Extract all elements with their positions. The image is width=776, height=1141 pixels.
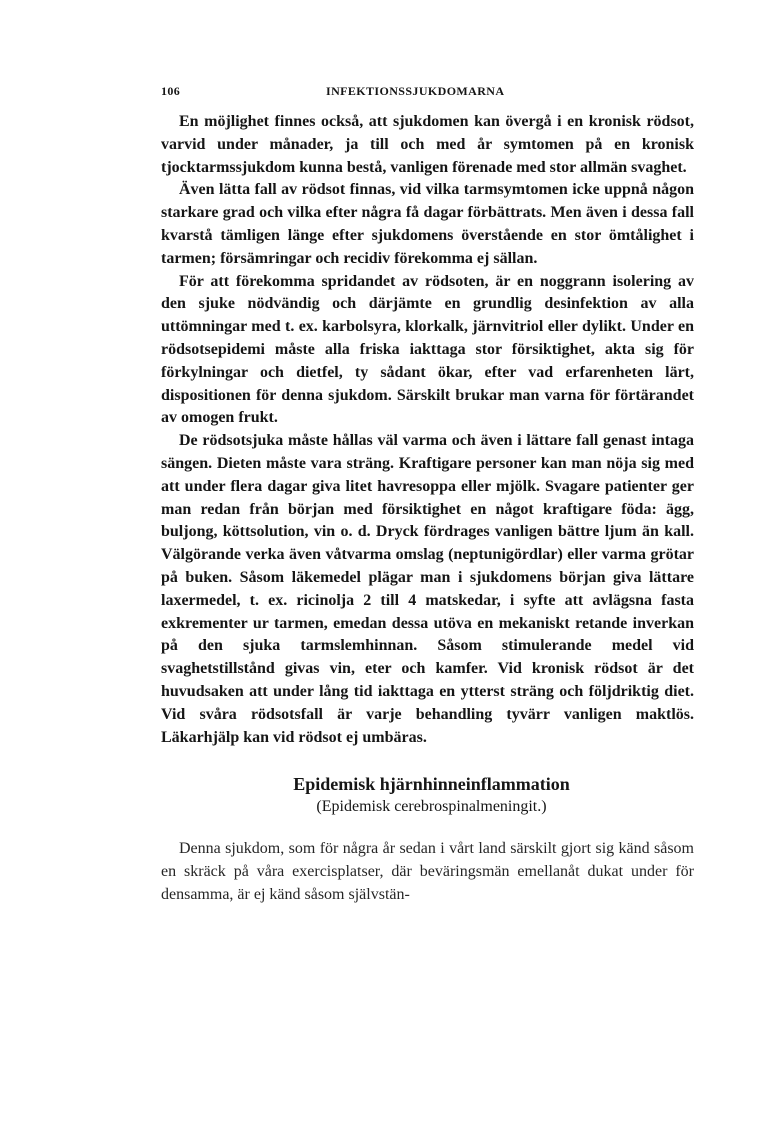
paragraph: En möjlighet finnes också, att sjukdomen kan övergå i en kronisk rödsot, varvid under månader, ja till och med år symtomen på en kronisk tjocktarmssjukdom kunna bestå, vanligen förenade med stor allmän svaghet. bbox=[161, 113, 694, 176]
paragraph: Även lätta fall av rödsot finnas, vid vilka tarmsymtomen icke uppnå någon starkare grad och vilka efter några få dagar förbättrats. Men även i dessa fall kvarstå tämligen länge efter sjukdomens överstående en stor ömtålighet i tarmen; försämringar och recidiv förekomma ej sällan. bbox=[161, 181, 694, 267]
book-page bbox=[161, 84, 694, 907]
paragraph: Denna sjukdom, som för några år sedan i vårt land särskilt gjort sig känd såsom en skräck på våra exercisplatser, där beväringsmän emellanåt dukat under för densamma, är ej känd såsom självstän- bbox=[161, 840, 694, 903]
page-number: 106 bbox=[161, 84, 181, 98]
body-text bbox=[161, 111, 694, 749]
section-subtitle: (Epidemisk cerebrospinalmeningit.) bbox=[316, 798, 547, 816]
running-head: INFEKTIONSSJUKDOMARNA bbox=[326, 84, 505, 98]
page-header bbox=[161, 84, 694, 104]
paragraph: För att förekomma spridandet av rödsoten, är en noggrann isolering av den sjuke nödvändig och därjämte en grundlig desinfektion av alla uttömningar med t. ex. karbolsyra, klorkalk, järnvitriol eller dylikt. Under en rödsotsepidemi måste alla friska iakttaga stor försiktighet, akta sig för förkylningar och dietfel, ty sådant ökar, efter vad erfarenheten lärt, dispositionen för denna sjukdom. Särskilt brukar man varna för förtärandet av omogen frukt. bbox=[161, 272, 694, 427]
section-body-text bbox=[161, 838, 694, 906]
section-title: Epidemisk hjärnhinneinflammation bbox=[293, 774, 570, 795]
paragraph: De rödsotsjuka måste hållas väl varma och även i lättare fall genast intaga sängen. Dieten måste vara sträng. Kraftigare personer kan man nöja sig med att under flera dagar giva litet havresoppa eller mjölk. Svagare patienter ger man redan från början med försiktighet en något kraftigare föda: ägg, buljong, köttsolution, vin o. d. Dryck fördrages vanligen bättre ljum än kall. Välgörande verka även våtvarma omslag (neptunigördlar) eller varma grötar på buken. Såsom läkemedel plägar man i sjukdomens början giva lättare laxermedel, t. ex. ricinolja 2 till 4 matskedar, i syfte att avlägsna fasta exkrementer ur tarmen, emedan dessa utöva en mekaniskt retande inverkan på den sjuka tarmslemhinnan. Såsom stimulerande medel vid svaghetstillstånd givas vin, eter och kamfer. Vid kronisk rödsot är det huvudsaken att under lång tid iakttaga en ytterst sträng och följdriktig diet. Vid svåra rödsotsfall är varje behandling tyvärr vanligen maktlös. Läkarhjälp kan vid rödsot ej umbäras. bbox=[161, 432, 694, 746]
